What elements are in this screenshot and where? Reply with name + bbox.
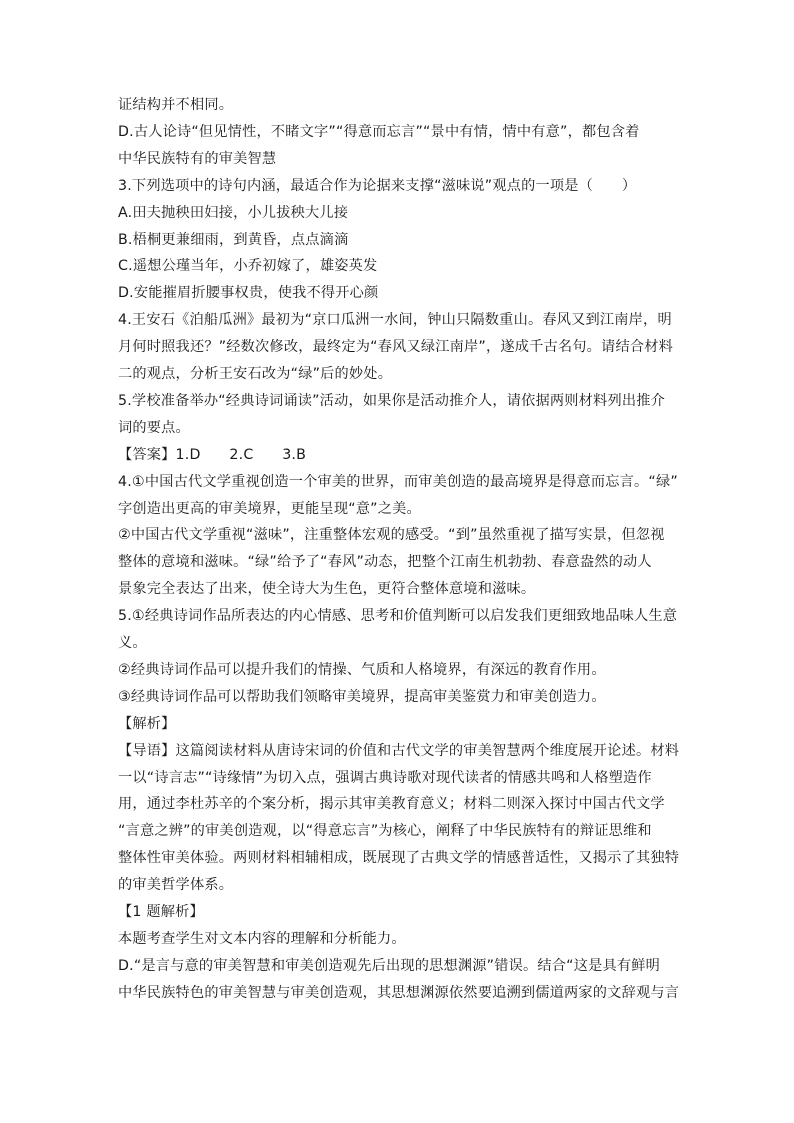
- text-line: 证结构并不相同。: [118, 97, 234, 113]
- text-line: ②经典诗词作品可以提升我们的情操、气质和人格境界，有深远的教育作用。: [118, 661, 606, 678]
- text-line: 月何时照我还？”经数次修改，最终定为“春风又绿江南岸”，遂成千古名句。请结合材料: [118, 339, 673, 356]
- text-line: 用，通过李杜苏辛的个案分析，揭示其审美教育意义；材料二则深入探讨中国古代文学: [118, 796, 665, 813]
- text-line: 【答案】1.D 2.C 3.B: [118, 446, 307, 463]
- text-line: 4.①中国古代文学重视创造一个审美的世界，而审美创造的最高境界是得意而忘言。“绿”: [118, 473, 678, 490]
- text-line: 景象完全表达了出来，使全诗大为生色，更符合整体意境和滋味。: [118, 581, 536, 598]
- text-line: 的审美哲学体系。: [118, 877, 234, 894]
- text-line: B.梧桐更兼细雨，到黄昏，点点滴滴: [118, 231, 349, 248]
- text-line: 5.学校准备举办“经典诗词诵读”活动，如果你是活动推介人，请依据两则材料列出推介: [118, 392, 665, 409]
- text-line: 3.下列选项中的诗句内涵，最适合作为论据来支撑“滋味说”观点的一项是（ ）: [118, 177, 637, 194]
- text-line: 【解析】: [118, 715, 176, 732]
- text-line: ②中国古代文学重视“滋味”，注重整体宏观的感受。“到”虽然重视了描写实景，但忽视: [118, 527, 665, 544]
- text-line: D.安能摧眉折腰事权贵，使我不得开心颜: [118, 285, 379, 302]
- text-line: ③经典诗词作品可以帮助我们领略审美境界，提高审美鉴赏力和审美创造力。: [118, 688, 606, 705]
- text-line: 整体性审美体验。两则材料相辅相成，既展现了古典文学的情感普适性，又揭示了其独特: [118, 850, 680, 867]
- text-line: 词的要点。: [118, 419, 190, 436]
- text-line: 5.①经典诗词作品所表达的内心情感、思考和价值判断可以启发我们更细致地品味人生意: [118, 608, 678, 625]
- text-line: 二的观点，分析王安石改为“绿”后的妙处。: [118, 366, 393, 382]
- text-line: 一以“诗言志”“诗缘情”为切入点，强调古典诗歌对现代读者的情感共鸣和人格塑造作: [118, 769, 652, 786]
- text-line: C.遥想公瑾当年，小乔初嫁了，雄姿英发: [118, 258, 378, 275]
- text-line: 【1 题解析】: [118, 904, 204, 920]
- text-line: 整体的意境和滋味。“绿”给予了“春风”动态，把整个江南生机勃勃、春意盎然的动人: [118, 554, 652, 571]
- text-line: 字创造出更高的审美境界，更能呈现“意”之美。: [118, 500, 421, 517]
- text-line: 义。: [118, 635, 147, 651]
- text-line: D.古人论诗“但见情性，不睹文字”“得意而忘言”“景中有情，情中有意”，都包含着: [118, 123, 640, 140]
- text-line: 中华民族特色的审美智慧与审美创造观，其思想渊源依然要追溯到儒道两家的文辞观与言: [118, 984, 680, 1001]
- text-line: 本题考查学生对文本内容的理解和分析能力。: [118, 930, 406, 947]
- text-line: 4.王安石《泊船瓜洲》最初为“京口瓜洲一水间，钟山只隔数重山。春风又到江南岸，明: [118, 312, 672, 329]
- text-line: A.田夫抛秧田妇接，小儿拔秧大儿接: [118, 204, 349, 221]
- text-line: “言意之辨”的审美创造观，以“得意忘言”为核心，阐释了中华民族特有的辩证思维和: [118, 823, 652, 840]
- text-line: D.“是言与意的审美智慧和审美创造观先后出现的思想渊源”错误。结合“这是具有鲜明: [118, 957, 661, 974]
- text-line: 中华民族特有的审美智慧: [118, 150, 277, 167]
- text-line: 【导语】这篇阅读材料从唐诗宋词的价值和古代文学的审美智慧两个维度展开论述。材料: [118, 742, 680, 759]
